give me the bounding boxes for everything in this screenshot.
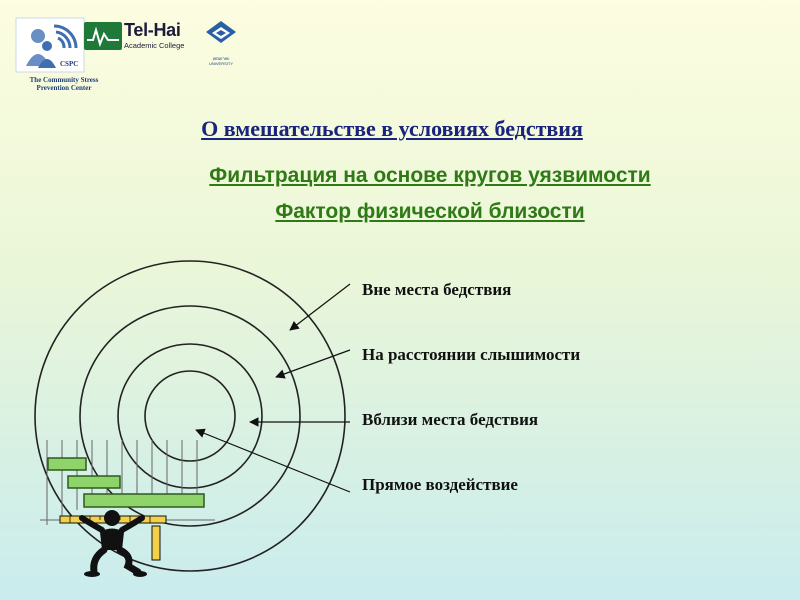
header-logos bbox=[14, 16, 244, 96]
vulnerability-circles-diagram bbox=[0, 250, 360, 590]
arrow-outside bbox=[290, 284, 350, 330]
circle-near bbox=[118, 344, 262, 488]
slide-subtitle-1: Фильтрация на основе кругов уязвимости bbox=[209, 164, 651, 187]
csp-caption bbox=[14, 76, 114, 92]
telhai-mark-icon bbox=[84, 22, 122, 50]
label-direct: Прямое воздействие bbox=[362, 475, 518, 494]
label-near: Вблизи места бедствия bbox=[362, 410, 539, 429]
telhai-name: Tel-Hai bbox=[124, 20, 181, 40]
green-bar-3 bbox=[84, 494, 204, 507]
university-caption-line2: UNIVERSITY bbox=[208, 61, 233, 66]
telhai-logo bbox=[84, 20, 202, 60]
csp-badge: CSPC bbox=[60, 60, 79, 68]
circle-hearing-distance bbox=[80, 306, 300, 526]
community-stress-center-logo bbox=[14, 16, 86, 74]
label-hearing-distance: На расстоянии слышимости bbox=[362, 345, 581, 364]
atlas-figure-icon bbox=[60, 510, 166, 577]
circle-outside bbox=[35, 261, 345, 571]
green-bar-1 bbox=[48, 458, 86, 470]
csp-caption-line2: Prevention Center bbox=[36, 84, 92, 92]
university-logo bbox=[204, 20, 238, 56]
label-outside: Вне места бедствия bbox=[362, 280, 512, 299]
slide-subtitle-2: Фактор физической близости bbox=[275, 200, 585, 223]
green-bars bbox=[48, 458, 204, 507]
circle-direct bbox=[145, 371, 235, 461]
university-caption-line1: ווארזעמאן bbox=[212, 56, 230, 61]
university-caption bbox=[202, 56, 240, 66]
slide-title: О вмешательстве в условиях бедствия bbox=[201, 116, 583, 141]
csp-caption-line1: The Community Stress bbox=[29, 76, 99, 84]
telhai-subtitle: Academic College bbox=[124, 41, 185, 50]
green-bar-2 bbox=[68, 476, 120, 488]
